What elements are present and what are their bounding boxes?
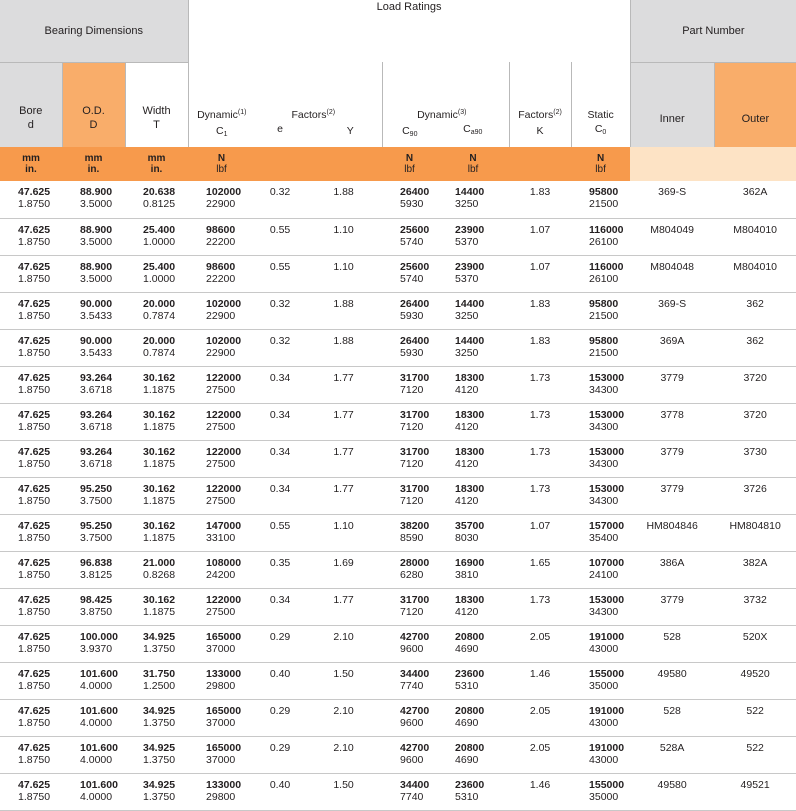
ca90-cell: 16900 3810 [437,551,509,588]
c90-cell: 31700 7120 [382,477,437,514]
width-cell: 34.925 1.3750 [125,625,188,662]
c1-cell: 108000 24200 [188,551,255,588]
c90-cell: 31700 7120 [382,440,437,477]
bore-cell: 47.625 1.8750 [0,625,62,662]
ca90-cell: 20800 4690 [437,625,509,662]
table-row [0,773,796,810]
part-number-heading: Part Number [630,0,796,62]
y-cell: 2.10 [305,699,382,736]
width-cell: 30.162 1.1875 [125,366,188,403]
dynamic3-note: (3) [457,109,467,116]
od-label: O.D. [82,105,105,117]
outer-part-cell: 3732 [714,588,796,625]
load-ratings-heading: Load Ratings [188,0,630,62]
e-cell: 0.55 [255,218,305,255]
c90-cell: 42700 9600 [382,736,437,773]
outer-header [714,62,796,147]
width-cell: 30.162 1.1875 [125,403,188,440]
y-cell: 1.77 [305,588,382,625]
factors2-note: (2) [553,109,562,116]
width-cell: 21.000 0.8268 [125,551,188,588]
y-cell: 2.10 [305,625,382,662]
width-symbol: T [153,119,160,131]
dynamic1-note: (1) [237,109,247,116]
c90-cell: 42700 9600 [382,625,437,662]
outer-part-cell: 3720 [714,366,796,403]
outer-part-cell: 362 [714,329,796,366]
od-cell: 101.600 4.0000 [62,699,125,736]
inner-part-cell: 3779 [630,366,714,403]
od-cell: 101.600 4.0000 [62,736,125,773]
ca90-cell: 20800 4690 [437,736,509,773]
ca90-cell: 18300 4120 [437,440,509,477]
e-factor-header [255,62,305,147]
static-label: Static [587,109,614,121]
unit-outer [714,147,796,181]
c1-cell: 122000 27500 [188,403,255,440]
bore-cell: 47.625 1.8750 [0,329,62,366]
od-header [62,62,125,147]
table-row [0,477,796,514]
inner-part-cell: 3779 [630,588,714,625]
od-cell: 88.900 3.5000 [62,255,125,292]
k-label: K [536,125,544,137]
width-cell: 20.000 0.7874 [125,329,188,366]
inner-part-cell: 49580 [630,773,714,810]
table-row [0,366,796,403]
table-row [0,329,796,366]
k-cell: 1.07 [509,255,571,292]
c90-cell: 26400 5930 [382,292,437,329]
c0-cell: 157000 35400 [571,514,630,551]
c1-cell: 102000 22900 [188,329,255,366]
c90-symbol: C [402,125,410,137]
table-row [0,699,796,736]
outer-part-cell: 522 [714,699,796,736]
table-row [0,440,796,477]
c1-cell: 165000 37000 [188,625,255,662]
inner-part-cell: 369-S [630,181,714,218]
table-row [0,292,796,329]
od-cell: 100.000 3.9370 [62,625,125,662]
c1-cell: 165000 37000 [188,736,255,773]
unit-c90: N lbf [382,147,437,181]
inner-part-cell: M804049 [630,218,714,255]
width-cell: 25.400 1.0000 [125,255,188,292]
width-cell: 30.162 1.1875 [125,588,188,625]
c0-cell: 153000 34300 [571,403,630,440]
e-cell: 0.34 [255,588,305,625]
c0-subscript: 0 [602,129,607,136]
e-cell: 0.34 [255,403,305,440]
ca90-cell: 23900 5370 [437,218,509,255]
width-cell: 34.925 1.3750 [125,736,188,773]
c0-cell: 153000 34300 [571,477,630,514]
ca90-cell: 23600 5310 [437,662,509,699]
c0-cell: 116000 26100 [571,255,630,292]
y-cell: 1.77 [305,366,382,403]
k-cell: 1.46 [509,773,571,810]
e-cell: 0.34 [255,477,305,514]
table-row [0,218,796,255]
e-cell: 0.29 [255,736,305,773]
k-cell: 1.73 [509,366,571,403]
c0-cell: 95800 21500 [571,292,630,329]
table-row [0,551,796,588]
outer-part-cell: 3730 [714,440,796,477]
bearing-dimensions-heading: Bearing Dimensions [0,0,188,62]
width-cell: 25.400 1.0000 [125,218,188,255]
k-cell: 2.05 [509,625,571,662]
outer-part-cell: 522 [714,736,796,773]
k-cell: 2.05 [509,736,571,773]
dynamic3-label: Dynamic [417,109,458,121]
y-cell: 1.50 [305,662,382,699]
c1-cell: 102000 22900 [188,181,255,218]
unit-k [509,147,571,181]
bore-symbol: d [27,119,34,131]
e-cell: 0.29 [255,625,305,662]
outer-part-cell: 362 [714,292,796,329]
od-symbol: D [89,119,98,131]
c0-cell: 153000 34300 [571,440,630,477]
ca90-cell: 18300 4120 [437,403,509,440]
width-cell: 30.162 1.1875 [125,514,188,551]
c0-cell: 155000 35000 [571,773,630,810]
bore-cell: 47.625 1.8750 [0,588,62,625]
inner-part-cell: 386A [630,551,714,588]
width-cell: 34.925 1.3750 [125,773,188,810]
y-cell: 1.69 [305,551,382,588]
width-header [125,62,188,147]
width-label: Width [142,105,171,117]
ca90-cell: 18300 4120 [437,366,509,403]
c0-cell: 191000 43000 [571,736,630,773]
k-cell: 1.46 [509,662,571,699]
inner-part-cell: 528 [630,699,714,736]
outer-part-cell: 49520 [714,662,796,699]
c90-cell: 26400 5930 [382,181,437,218]
inner-header [630,62,714,147]
e-cell: 0.35 [255,551,305,588]
y-cell: 1.50 [305,773,382,810]
c1-cell: 102000 22900 [188,292,255,329]
width-cell: 20.000 0.7874 [125,292,188,329]
c90-cell: 28000 6280 [382,551,437,588]
outer-part-cell: 362A [714,181,796,218]
c0-cell: 191000 43000 [571,625,630,662]
od-cell: 88.900 3.5000 [62,218,125,255]
c90-cell: 31700 7120 [382,366,437,403]
width-cell: 31.750 1.2500 [125,662,188,699]
bore-cell: 47.625 1.8750 [0,477,62,514]
ca90-cell: 14400 3250 [437,329,509,366]
od-cell: 93.264 3.6718 [62,440,125,477]
od-cell: 98.425 3.8750 [62,588,125,625]
y-cell: 1.88 [305,181,382,218]
c1-cell: 165000 37000 [188,699,255,736]
c90-cell: 26400 5930 [382,329,437,366]
k-factor-header [509,62,571,147]
y-cell: 1.88 [305,292,382,329]
e-cell: 0.32 [255,292,305,329]
od-cell: 90.000 3.5433 [62,329,125,366]
table-row [0,588,796,625]
ca90-cell: 20800 4690 [437,699,509,736]
ca90-symbol: C [463,123,471,135]
e-cell: 0.29 [255,699,305,736]
k-cell: 1.73 [509,440,571,477]
inner-label: Inner [659,113,685,125]
dynamic-c90-header [382,62,467,147]
c0-symbol: C [594,123,603,135]
ca90-cell: 18300 4120 [437,588,509,625]
table-row [0,736,796,773]
bore-cell: 47.625 1.8750 [0,440,62,477]
outer-part-cell: M804010 [714,255,796,292]
c90-cell: 34400 7740 [382,773,437,810]
width-cell: 30.162 1.1875 [125,477,188,514]
unit-c1: N lbf [188,147,255,181]
table-header [0,0,796,181]
ca90-cell: 18300 4120 [437,477,509,514]
k-cell: 1.73 [509,403,571,440]
outer-part-cell: 49521 [714,773,796,810]
y-factor-header [291,62,382,147]
unit-inner [630,147,714,181]
e-cell: 0.34 [255,440,305,477]
inner-part-cell: M804048 [630,255,714,292]
e-cell: 0.32 [255,329,305,366]
k-cell: 1.65 [509,551,571,588]
outer-part-cell: HM804810 [714,514,796,551]
inner-part-cell: HM804846 [630,514,714,551]
y-label: Y [346,125,354,137]
e-label: e [277,123,283,135]
table-row [0,662,796,699]
bore-header [0,62,62,147]
ca90-cell: 23600 5310 [437,773,509,810]
c0-cell: 107000 24100 [571,551,630,588]
bore-cell: 47.625 1.8750 [0,514,62,551]
inner-part-cell: 3779 [630,440,714,477]
c1-subscript: 1 [223,131,228,138]
od-cell: 101.600 4.0000 [62,662,125,699]
od-cell: 95.250 3.7500 [62,477,125,514]
static-c0-header [571,62,630,147]
k-cell: 1.83 [509,181,571,218]
c1-cell: 122000 27500 [188,477,255,514]
ca90-subscript: a90 [470,129,483,136]
e-cell: 0.40 [255,773,305,810]
c1-cell: 122000 27500 [188,366,255,403]
unit-e [255,147,305,181]
table-row [0,403,796,440]
unit-y [305,147,382,181]
e-cell: 0.32 [255,181,305,218]
bore-cell: 47.625 1.8750 [0,736,62,773]
od-cell: 101.600 4.0000 [62,773,125,810]
unit-width: mm in. [125,147,188,181]
ca90-cell: 14400 3250 [437,181,509,218]
bore-cell: 47.625 1.8750 [0,366,62,403]
ca90-cell: 35700 8030 [437,514,509,551]
c0-cell: 153000 34300 [571,588,630,625]
ca90-header [437,62,509,147]
od-cell: 93.264 3.6718 [62,366,125,403]
c1-cell: 133000 29800 [188,662,255,699]
c1-cell: 98600 22200 [188,218,255,255]
inner-part-cell: 369A [630,329,714,366]
inner-part-cell: 369-S [630,292,714,329]
factors1-note: (2) [326,109,336,116]
table-body [0,181,796,810]
c90-subscript: 90 [409,131,418,138]
od-cell: 96.838 3.8125 [62,551,125,588]
od-cell: 90.000 3.5433 [62,292,125,329]
bore-cell: 47.625 1.8750 [0,551,62,588]
unit-od: mm in. [62,147,125,181]
y-cell: 1.10 [305,255,382,292]
bore-label: Bore [19,105,43,117]
c90-cell: 25600 5740 [382,218,437,255]
bore-cell: 47.625 1.8750 [0,699,62,736]
table-row [0,514,796,551]
unit-bore: mm in. [0,147,62,181]
e-cell: 0.34 [255,366,305,403]
table-row [0,181,796,218]
k-cell: 1.73 [509,588,571,625]
c90-cell: 31700 7120 [382,403,437,440]
k-cell: 1.73 [509,477,571,514]
y-cell: 1.77 [305,403,382,440]
bore-cell: 47.625 1.8750 [0,218,62,255]
c90-cell: 42700 9600 [382,699,437,736]
c90-cell: 34400 7740 [382,662,437,699]
y-cell: 2.10 [305,736,382,773]
c0-cell: 153000 34300 [571,366,630,403]
c90-cell: 31700 7120 [382,588,437,625]
y-cell: 1.77 [305,440,382,477]
unit-c0: N lbf [571,147,630,181]
dynamic1-label: Dynamic [197,109,238,121]
k-cell: 1.83 [509,292,571,329]
c1-cell: 122000 27500 [188,440,255,477]
outer-part-cell: 382A [714,551,796,588]
unit-ca90: N lbf [437,147,509,181]
bore-cell: 47.625 1.8750 [0,773,62,810]
c0-cell: 95800 21500 [571,329,630,366]
c90-cell: 25600 5740 [382,255,437,292]
bore-cell: 47.625 1.8750 [0,181,62,218]
e-cell: 0.40 [255,662,305,699]
e-cell: 0.55 [255,255,305,292]
e-cell: 0.55 [255,514,305,551]
outer-part-cell: 3726 [714,477,796,514]
inner-part-cell: 528 [630,625,714,662]
k-cell: 1.07 [509,514,571,551]
width-cell: 20.638 0.8125 [125,181,188,218]
width-cell: 30.162 1.1875 [125,440,188,477]
outer-part-cell: M804010 [714,218,796,255]
bore-cell: 47.625 1.8750 [0,255,62,292]
inner-part-cell: 3778 [630,403,714,440]
c1-cell: 147000 33100 [188,514,255,551]
dynamic-c1-header [188,62,255,147]
inner-part-cell: 3779 [630,477,714,514]
table-row [0,625,796,662]
c1-cell: 122000 27500 [188,588,255,625]
units-row [0,147,796,181]
k-cell: 1.07 [509,218,571,255]
od-cell: 95.250 3.7500 [62,514,125,551]
outer-label: Outer [741,113,770,125]
outer-part-cell: 520X [714,625,796,662]
k-cell: 2.05 [509,699,571,736]
c1-cell: 98600 22200 [188,255,255,292]
od-cell: 93.264 3.6718 [62,403,125,440]
inner-part-cell: 528A [630,736,714,773]
c0-cell: 95800 21500 [571,181,630,218]
bore-cell: 47.625 1.8750 [0,403,62,440]
c90-cell: 38200 8590 [382,514,437,551]
c0-cell: 116000 26100 [571,218,630,255]
c0-cell: 155000 35000 [571,662,630,699]
ca90-cell: 23900 5370 [437,255,509,292]
bore-cell: 47.625 1.8750 [0,662,62,699]
k-cell: 1.83 [509,329,571,366]
c0-cell: 191000 43000 [571,699,630,736]
c1-symbol: C [216,125,224,137]
y-cell: 1.88 [305,329,382,366]
c1-cell: 133000 29800 [188,773,255,810]
y-cell: 1.77 [305,477,382,514]
od-cell: 88.900 3.5000 [62,181,125,218]
width-cell: 34.925 1.3750 [125,699,188,736]
factors2-label: Factors [518,109,554,121]
bore-cell: 47.625 1.8750 [0,292,62,329]
factors1-label: Factors [291,109,327,121]
inner-part-cell: 49580 [630,662,714,699]
outer-part-cell: 3720 [714,403,796,440]
y-cell: 1.10 [305,218,382,255]
ca90-cell: 14400 3250 [437,292,509,329]
table-row [0,255,796,292]
y-cell: 1.10 [305,514,382,551]
